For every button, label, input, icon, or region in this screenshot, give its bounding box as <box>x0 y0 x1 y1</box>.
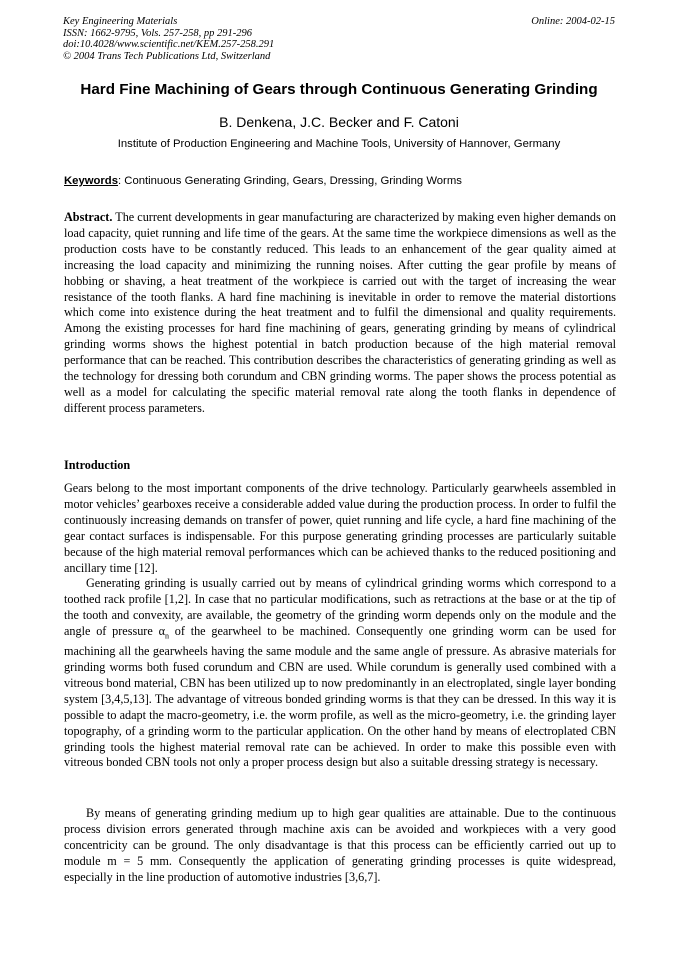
alpha-symbol: α <box>158 623 165 638</box>
doi-info: doi:10.4028/www.scientific.net/KEM.257-258.291 <box>63 39 275 51</box>
keywords-text: Continuous Generating Grinding, Gears, Dressing, Grinding Worms <box>124 175 462 187</box>
paper-affiliation: Institute of Production Engineering and Machine Tools, University of Hannover, Germany <box>117 138 561 150</box>
intro-paragraph-3: By means of generating grinding medium up to high gear qualities are attainable. Due to the continuous process division errors generated through machine axis can be avoided and workpieces with a very good concentricity can be ground. The only disadvantage is that this process can be efficiently carried out up to module m = 5 mm. Consequently the application of generating grinding processes is quite widespread, especially in the line production of automotive industries [3,6,7]. <box>64 806 616 884</box>
paper-authors: B. Denkena, J.C. Becker and F. Catoni <box>219 114 459 130</box>
abstract-text: The current developments in gear manufacturing are characterized by making even higher demands on load capacity, quiet running and life time of the gears. At the same time the workpiece dimensions as well as the production costs have to be constantly reduced. This leads to an enhancement of the gear quality aimed at increasing the load capacity and minimizing the running noises. After cutting the gear profile by means of hobbing or shaving, a heat treatment of the workpiece is carried out with the target of increasing the wear resistance of the tooth flanks. A hard fine machining is inevitable in order to remove the material distortions which come into existence during the heat treatment and to fulfil the dimensional and quality requirements. Among the existing processes for hard fine machining of gears, generating grinding by means of cylindrical grinding worms shows the highest potential in batch production because of the high material removal performance that can be reached. This contribution describes the characteristics of generating grinding as well as the technology for dressing both corundum and CBN grinding worms. The paper shows the process potential as well as a model for calculating the specific material removal rate along the tooth flanks in dependence of different process parameters. <box>64 210 617 415</box>
publication-header <box>63 16 615 62</box>
copyright-info: © 2004 Trans Tech Publications Ltd, Switzerland <box>63 50 271 62</box>
keywords-label: Keywords <box>64 175 118 187</box>
abstract-paragraph <box>64 210 616 417</box>
intro-paragraph-2 <box>64 576 616 771</box>
paper-title: Hard Fine Machining of Gears through Continuous Generating Grinding <box>80 81 598 98</box>
online-date: Online: 2004-02-15 <box>531 16 615 27</box>
intro-p2-part-b: of the gearwheel to be machined. Consequently one grinding worm can be used for machining all the gearwheels having the same module and the same angle of pressure. As abrasive materials for grinding worms both fused corundum and CBN are used. While corundum is generally used combined with a vitreous bond material, CBN has been utilized up to now predominantly in an electroplated, single layer bonding system [3,4,5,13]. The advantage of vitreous bonded grinding worms is that they can be dressed. In this way it is possible to adapt the macro-geometry, i.e. the worm profile, as well as the micro-geometry, i.e. the grinding layer topography, of a grinding worm to the particular application. On the other hand by means of electroplated CBN grinding tools the highest material removal rate can be achieved. In order to make this possible even with vitreous bonded CBN tools not only a proper process design but also a suitable dressing strategy is necessary. <box>64 623 617 770</box>
alpha-subscript: n <box>164 631 169 641</box>
journal-name: Key Engineering Materials <box>63 16 178 27</box>
intro-p2-part-a: Generating grinding is usually carried out by means of cylindrical grinding worms which correspond to a toothed rack profile [1,2]. In case that no particular modifications, such as retractions at the base or at the tip of the tooth and convexity, are available, the geometry of the grinding worm depends only on the module and the angle of pressure <box>64 576 616 638</box>
intro-paragraph-1: Gears belong to the most important components of the drive technology. Particularly gearwheels assembled in motor vehicles’ gearboxes receive a considerable added value during the production process. In order to fulfil the continuously increasing demands on transfer of power, quiet running and life cycle, a hard fine machining of the gear contact surfaces is indispensable. For this purpose generating grinding processes are particularly suitable because of the high material removal performances which can be achieved thanks to the reduced positioning and ancillary time [12]. <box>64 481 616 575</box>
section-heading-introduction: Introduction <box>64 458 131 472</box>
issn-info: ISSN: 1662-9795, Vols. 257-258, pp 291-296 <box>63 27 252 39</box>
abstract-label: Abstract. <box>64 210 113 224</box>
keywords-line: Keywords: Continuous Generating Grinding, Gears, Dressing, Grinding Worms <box>64 175 462 187</box>
